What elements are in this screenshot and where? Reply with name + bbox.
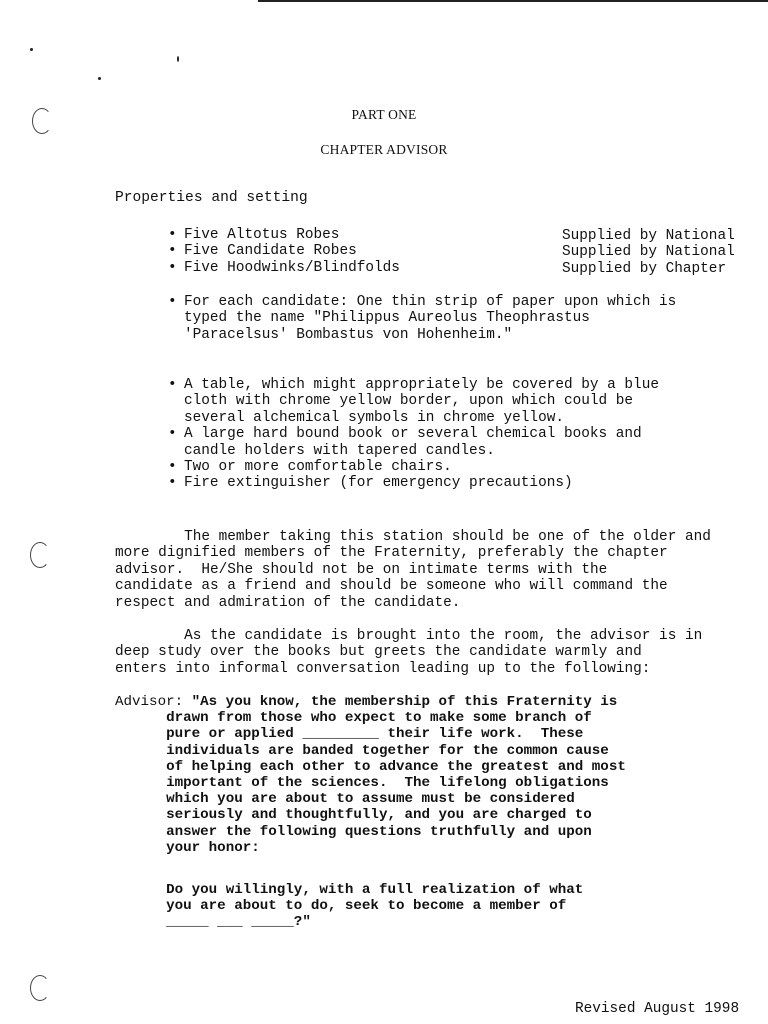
binder-hole-bottom [30, 975, 50, 1001]
list-item: • For each candidate: One thin strip of paper upon which is typed the name "Philippus Aureolus Theophrastus 'Paracelsus' Bombastus von Hohenheim." [166, 294, 676, 343]
binder-hole-middle [30, 542, 50, 568]
greeting-paragraph: As the candidate is brought into the room, the advisor is in deep study over the books but greets the candidate warmly and enters into informal conversation leading up to the following: [115, 628, 703, 677]
list-item: • Five Candidate Robes [166, 243, 400, 259]
properties-heading: Properties and setting [115, 190, 308, 206]
revision-footer: Revised August 1998 [575, 1001, 740, 1017]
paper-strip-list [166, 294, 676, 343]
advisor-speech-text: "As you know, the membership of this Fraternity is drawn from those who expect to make some branch of pure or applied _________ their life work. These individuals are banded together for the common cause of helping each other to advance the greatest and most important of the sciences. The lifelong obligations which you are about to assume must be considered seriously and thoughtfully, and you are charged to answer the following questions truthfully and upon your honor: [166, 694, 626, 856]
chapter-title: CHAPTER ADVISOR [320, 142, 448, 157]
list-item: • A table, which might appropriately be covered by a blue cloth with chrome yellow border, upon which could be several alchemical symbols in chrome yellow. [166, 377, 659, 426]
advisor-label: Advisor: [115, 694, 192, 710]
advisor-question: Do you willingly, with a full realization of what you are about to do, seek to become a member of _____ ___ _____?" [166, 882, 584, 931]
supplier-text: Supplied by National [562, 228, 735, 244]
supplied-by-list [562, 228, 735, 277]
list-item: • Two or more comfortable chairs. [166, 459, 659, 475]
robes-list [166, 227, 400, 276]
scan-speck [30, 48, 33, 51]
advisor-speech [115, 694, 765, 856]
supplier-text: Supplied by Chapter [562, 260, 727, 277]
supplier-text: Supplied by National [562, 244, 735, 261]
part-heading: PART ONE [351, 107, 417, 122]
list-item: • Fire extinguisher (for emergency precautions) [166, 475, 659, 491]
top-border-rule [258, 0, 768, 2]
scan-speck [98, 77, 101, 80]
setting-list [166, 377, 659, 492]
scan-speck [177, 56, 179, 62]
station-paragraph: The member taking this station should be one of the older and more dignified members of the Fraternity, preferably the chapter advisor. He/She should not be on intimate terms with the candidate as a friend and should be someone who will command the respect and admiration of the candidate. [115, 529, 711, 611]
list-item: • Five Altotus Robes [166, 227, 400, 243]
list-item: • A large hard bound book or several chemical books and candle holders with tapered candles. [166, 426, 659, 459]
list-item: • Five Hoodwinks/Blindfolds [166, 260, 400, 276]
